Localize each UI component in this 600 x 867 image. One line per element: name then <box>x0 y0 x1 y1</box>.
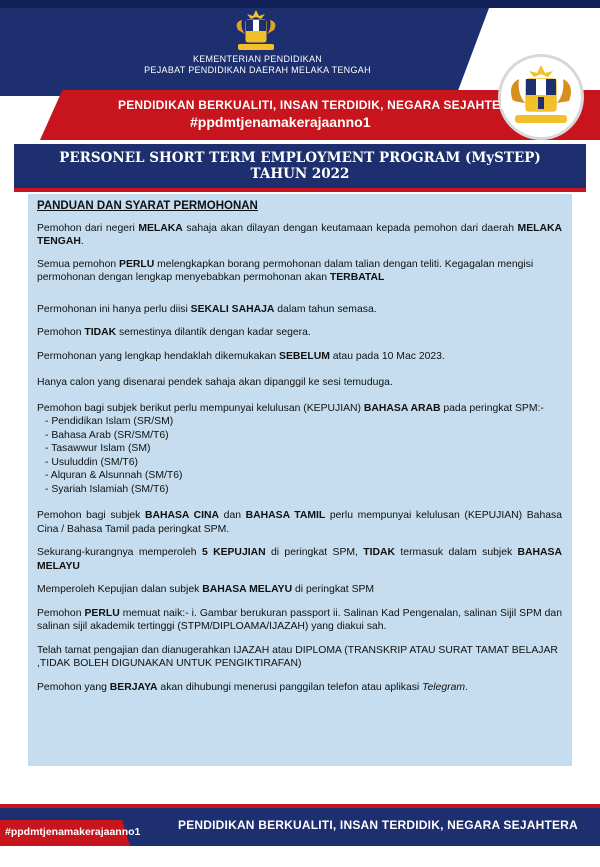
p11-bold-b: PERLU <box>84 607 120 619</box>
paragraph-5 <box>37 350 562 364</box>
p3-bold-b: SEKALI SAHAJA <box>190 303 275 315</box>
p2-bold-b: PERLU <box>119 258 155 270</box>
p3-text-a: Permohonan ini hanya perlu diisi <box>37 303 191 315</box>
p4-text-a: Pemohon <box>37 327 85 338</box>
p2-text-c: melengkapkan borang permohonan dalam talian dengan teliti. Kegagalan mengisi permohonan dengan lengkap menyebabkan permohonan akan <box>37 258 534 283</box>
p4-bold-b: TIDAK <box>84 327 117 338</box>
p7-text-c: pada peringkat SPM:- <box>440 402 544 414</box>
ministry-line-2: PEJABAT PENDIDIKAN DAERAH MELAKA TENGAH <box>144 65 371 75</box>
paragraph-11 <box>37 607 562 634</box>
p1-text-c: sahaja akan dilayan dengan keutamaan kepada pemohon dari daerah <box>182 222 518 234</box>
subject-item: - Syariah Islamiah (SM/T6) <box>45 483 169 495</box>
paragraph-13 <box>37 681 562 695</box>
header-tagline: PENDIDIKAN BERKUALITI, INSAN TERDIDIK, NEGARA SEJAHTERA <box>118 98 518 112</box>
p4-text-c: semestinya dilantik dengan kadar segera. <box>116 327 311 338</box>
paragraph-8 <box>37 509 562 536</box>
p8-text-a: Pemohon bagi subjek <box>37 510 145 521</box>
p9-text-c: di peringkat SPM, <box>265 547 364 558</box>
p5-text-c: atau pada 10 Mac 2023. <box>329 350 445 362</box>
paragraph-12: Telah tamat pengajian dan dianugerahkan IJAZAH atau DIPLOMA (TRANSKRIP ATAU SURAT TAMAT BELAJAR ,TIDAK BOLEH DIGUNAKAN UNTUK PENGIKTIRAFAN) <box>37 644 558 669</box>
subject-item: - Bahasa Arab (SR/SM/T6) <box>45 429 169 441</box>
p2-text-a: Semua pemohon <box>37 258 120 270</box>
paragraph-2 <box>37 258 562 285</box>
p8-bold-b: BAHASA CINA <box>144 510 220 521</box>
p7-bold-b: BAHASA ARAB <box>363 402 441 414</box>
p13-bold-b: BERJAYA <box>109 681 158 693</box>
malaysia-coat-of-arms-circle-icon <box>501 57 581 137</box>
paragraph-1 <box>37 222 562 249</box>
p10-text-c: di peringkat SPM <box>292 584 375 595</box>
footer-hashtag: #ppdmtjenamakerajaanno1 <box>5 826 141 838</box>
header-hashtag: #ppdmtjenamakerajaanno1 <box>190 114 371 130</box>
subject-item: - Usuluddin (SM/T6) <box>45 456 138 468</box>
crest-badge <box>498 54 584 140</box>
title-underline <box>14 188 586 192</box>
p9-bold-b: 5 KEPUJIAN <box>201 547 266 558</box>
guidelines-heading: PANDUAN DAN SYARAT PERMOHONAN <box>37 200 258 212</box>
p2-bold-d: TERBATAL <box>329 272 385 283</box>
p1-text-e: . <box>80 236 84 247</box>
p1-text-a: Pemohon dari negeri <box>37 222 139 234</box>
page-subtitle: TAHUN 2022 <box>250 166 350 182</box>
paragraph-10 <box>37 583 562 597</box>
p8-text-e: perlu mempunyai kelulusan (KEPUJIAN) Bahasa Cina / Bahasa Tamil pada peringkat SPM. <box>37 510 562 535</box>
paragraph-4 <box>37 326 562 340</box>
p9-bold-d: TIDAK <box>363 547 396 558</box>
page-title: PERSONEL SHORT TERM EMPLOYMENT PROGRAM (MySTEP) <box>59 150 541 166</box>
p7-text-a: Pemohon bagi subjek berikut perlu mempunyai kelulusan (KEPUJIAN) <box>37 402 364 414</box>
p3-text-c: dalam tahun semasa. <box>274 303 377 315</box>
subject-item: - Alquran & Alsunnah (SM/T6) <box>45 470 183 481</box>
p10-bold-b: BAHASA MELAYU <box>202 584 293 595</box>
p9-text-e: termasuk dalam subjek <box>395 547 518 558</box>
header-top-strip <box>0 0 600 8</box>
subject-item: - Pendidikan Islam (SR/SM) <box>45 416 174 427</box>
p5-bold-b: SEBELUM <box>279 350 330 362</box>
subject-item: - Tasawwur Islam (SM) <box>45 443 151 454</box>
p9-text-a: Sekurang-kurangnya memperoleh <box>37 547 202 558</box>
p13-text-c: akan dihubungi menerusi panggilan telefon atau aplikasi <box>157 681 423 693</box>
p10-text-a: Memperoleh Kepujian dalan subjek <box>37 584 203 595</box>
subject-list <box>37 415 562 496</box>
p11-text-c: memuat naik:- i. Gambar berukuran passport ii. Salinan Kad Pengenalan, salinan Sijil SPM dan salinan sijil akademik tertinggi (STPM/DIPLOAMA/IJAZAH) yang diakui sah. <box>37 607 562 632</box>
ministry-name <box>140 54 375 76</box>
footer-tagline: PENDIDIKAN BERKUALITI, INSAN TERDIDIK, NEGARA SEJAHTERA <box>178 818 578 832</box>
p5-text-a: Permohonan yang lengkap hendaklah dikemukakan <box>37 350 280 362</box>
p11-text-a: Pemohon <box>37 607 85 619</box>
guidelines-content <box>37 200 562 694</box>
paragraph-3 <box>37 303 562 317</box>
p1-bold-b: MELAKA <box>138 222 183 234</box>
paragraph-7 <box>37 402 562 416</box>
p1-bold-d: MELAKA TENGAH <box>37 222 562 247</box>
malaysia-coat-of-arms-icon <box>230 8 282 54</box>
p8-bold-d: BAHASA TAMIL <box>245 510 326 521</box>
p13-text-e: . <box>465 681 468 693</box>
p13-italic-d: Telegram <box>422 681 466 693</box>
ministry-line-1: KEMENTERIAN PENDIDIKAN <box>192 54 323 64</box>
p8-text-c: dan <box>219 510 246 521</box>
paragraph-9 <box>37 546 562 573</box>
paragraph-6: Hanya calon yang disenarai pendek sahaja akan dipanggil ke sesi temuduga. <box>37 377 393 388</box>
p9-bold-f: BAHASA MELAYU <box>37 547 562 572</box>
p13-text-a: Pemohon yang <box>37 681 110 693</box>
